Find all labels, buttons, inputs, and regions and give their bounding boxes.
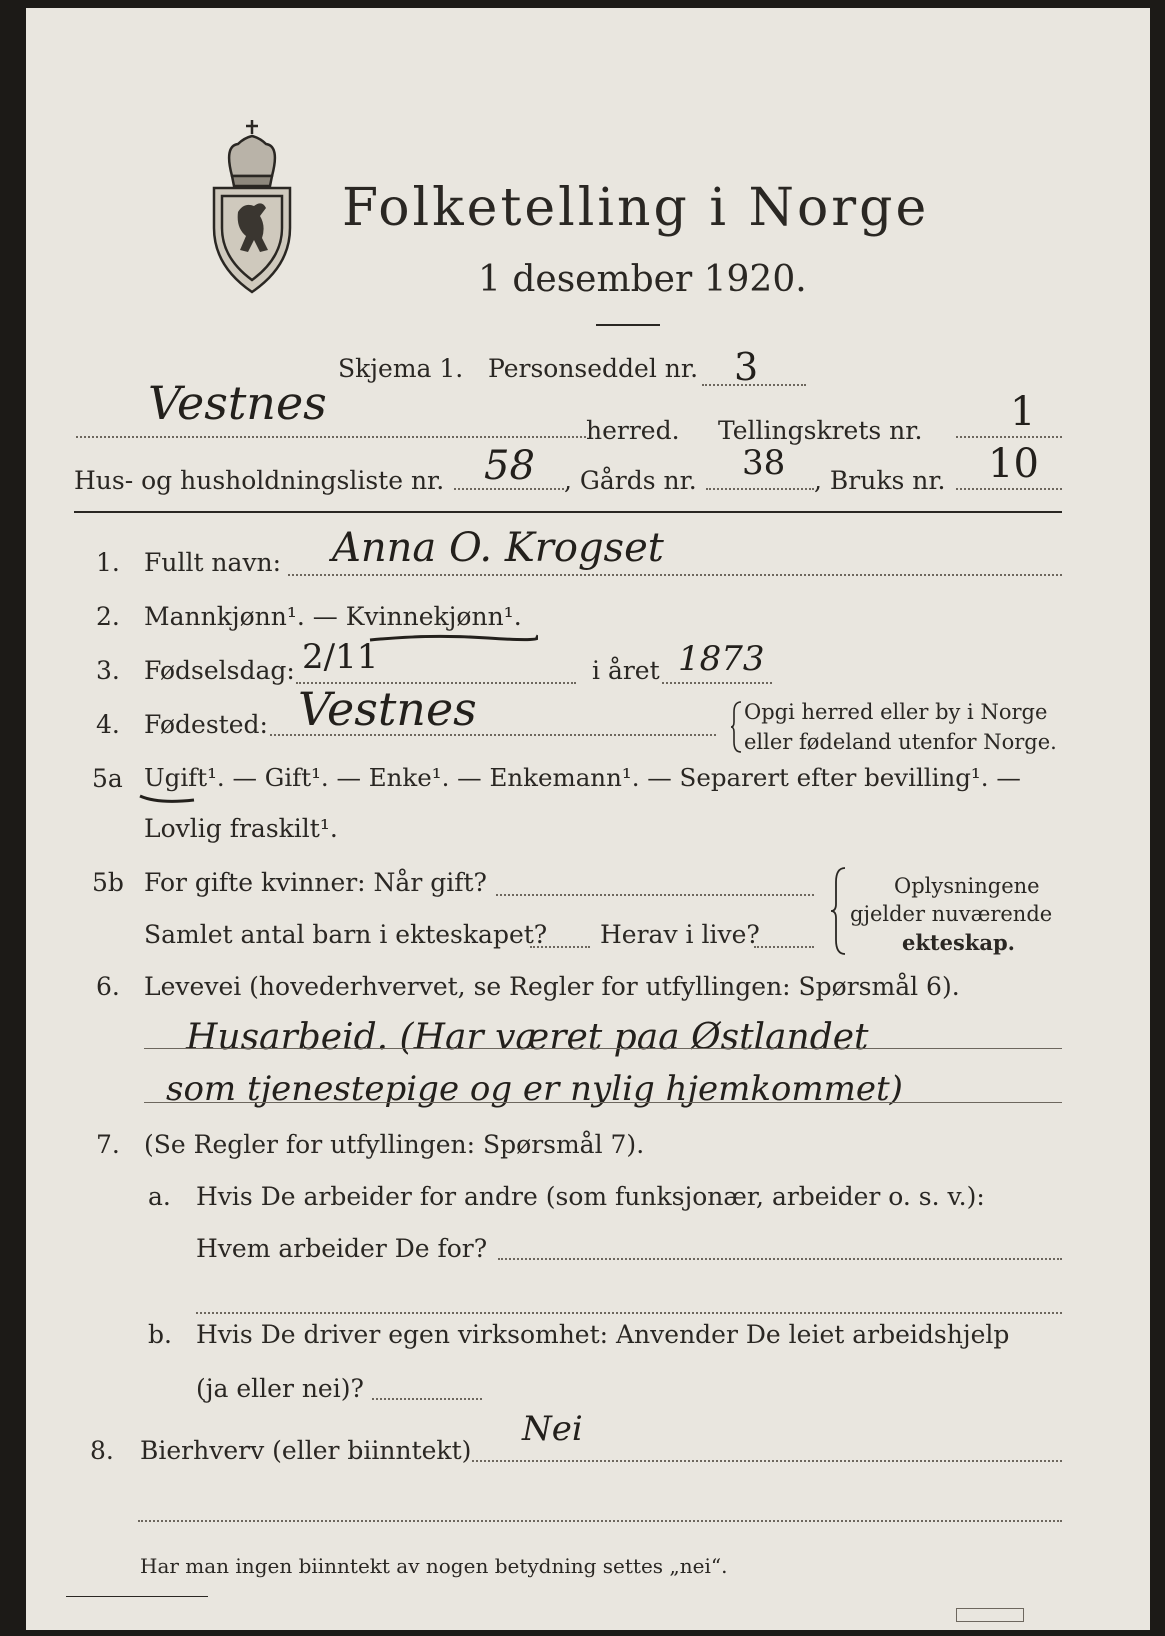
census-form <box>26 8 1150 1630</box>
tellingskrets-value: 1 <box>1010 389 1036 435</box>
personseddel-label: Personseddel nr. <box>488 354 699 383</box>
printer-stamp <box>956 1608 1024 1622</box>
q6-number: 6. <box>96 972 120 1001</box>
q7a-line <box>498 1258 1062 1260</box>
tellingskrets-label: Tellingskrets nr. <box>718 416 923 445</box>
q7b-number: b. <box>148 1320 172 1349</box>
herred-label: herred. <box>586 416 680 445</box>
q8-number: 8. <box>90 1436 114 1465</box>
q2-number: 2. <box>96 602 120 631</box>
q6-answer-line1: Husarbeid. (Har været paa Østlandet <box>186 1017 869 1058</box>
bruks-value: 10 <box>988 441 1039 487</box>
q6-answer-line2: som tjenestepige og er nylig hjemkommet) <box>166 1069 903 1109</box>
q1-label: Fullt navn: <box>144 548 282 577</box>
hus-value: 58 <box>484 443 535 489</box>
form-title: Folketelling i Norge <box>342 178 930 238</box>
q5b-alive-line <box>754 946 814 948</box>
q8-line-extra <box>138 1520 1062 1522</box>
q3-year-line <box>662 682 772 684</box>
coat-of-arms-icon <box>204 116 300 298</box>
q7-number: 7. <box>96 1130 120 1159</box>
q3-number: 3. <box>96 656 120 685</box>
q5b-line2b: Herav i live? <box>600 920 760 949</box>
q7a-line1: Hvis De arbeider for andre (som funksjonær, arbeider o. s. v.): <box>196 1182 985 1211</box>
q6-line2 <box>144 1102 1062 1103</box>
q5b-note-line3: ekteskap. <box>902 930 1015 955</box>
q7a-line-extra <box>196 1312 1062 1314</box>
q7a-number: a. <box>148 1182 171 1211</box>
q6-line1 <box>144 1048 1062 1049</box>
footer-note: Har man ingen biinntekt av nogen betydning settes „nei“. <box>140 1554 728 1578</box>
q5b-line1: For gifte kvinner: Når gift? <box>144 868 487 897</box>
q7b-line <box>372 1398 482 1400</box>
q4-note-line1: Opgi herred eller by i Norge <box>744 700 1048 724</box>
q1-value: Anna O. Krogset <box>332 525 664 571</box>
q5b-note-line1: Oplysningene <box>894 874 1040 898</box>
q1-number: 1. <box>96 548 120 577</box>
ugift-mark <box>138 792 198 806</box>
q3-label: Fødselsdag: <box>144 656 295 685</box>
q5b-children-line <box>530 946 590 948</box>
q5a-line1: Ugift¹. — Gift¹. — Enke¹. — Enkemann¹. — Separert efter bevilling¹. — <box>144 763 1021 792</box>
q5a-line2: Lovlig fraskilt¹. <box>144 814 338 843</box>
kvinnekjonn-underline <box>368 632 538 644</box>
q6-label: Levevei (hovederhvervet, se Regler for utfyllingen: Spørsmål 6). <box>144 972 960 1001</box>
personseddel-value: 3 <box>734 345 759 389</box>
q5a-number: 5a <box>92 764 123 793</box>
skjema-label: Skjema 1. <box>338 354 464 383</box>
gards-value: 38 <box>742 443 786 483</box>
q5b-when-line <box>496 894 814 896</box>
header-divider <box>74 511 1062 513</box>
q7b-line1: Hvis De driver egen virksomhet: Anvender De leiet arbeidshjelp <box>196 1320 1010 1349</box>
q8-value: Nei <box>522 1409 583 1449</box>
tellingskrets-line <box>956 436 1062 438</box>
q3-year-label: i året <box>592 656 660 685</box>
q4-number: 4. <box>96 710 120 739</box>
q7a-line2: Hvem arbeider De for? <box>196 1234 488 1263</box>
q8-line <box>472 1460 1062 1462</box>
q4-value: Vestnes <box>298 682 477 736</box>
q8-label: Bierhverv (eller biinntekt) <box>140 1436 472 1465</box>
q3-year-value: 1873 <box>678 639 765 679</box>
q7-label: (Se Regler for utfyllingen: Spørsmål 7). <box>144 1130 645 1159</box>
gards-line <box>706 488 814 490</box>
herred-line <box>76 436 586 438</box>
q4-label: Fødested: <box>144 710 268 739</box>
q5b-line2a: Samlet antal barn i ekteskapet? <box>144 920 548 949</box>
q2-label: Mannkjønn¹. — Kvinnekjønn¹. <box>144 602 522 631</box>
q1-line <box>288 574 1062 576</box>
footer-rule <box>66 1596 208 1597</box>
q5b-number: 5b <box>92 868 124 897</box>
hus-label: Hus- og husholdningsliste nr. <box>74 466 445 495</box>
title-divider <box>596 324 660 326</box>
q5b-brace <box>830 866 848 956</box>
q5b-note-line2: gjelder nuværende <box>850 902 1053 926</box>
q3-value: 2/11 <box>302 637 379 677</box>
q4-note-line2: eller fødeland utenfor Norge. <box>744 730 1057 754</box>
form-date: 1 desember 1920. <box>478 259 807 300</box>
q7b-line2: (ja eller nei)? <box>196 1374 364 1403</box>
gards-label: , Gårds nr. <box>564 466 697 495</box>
bruks-label: , Bruks nr. <box>814 466 946 495</box>
bruks-line <box>956 488 1062 490</box>
herred-value: Vestnes <box>148 376 327 430</box>
q4-brace <box>730 700 744 754</box>
